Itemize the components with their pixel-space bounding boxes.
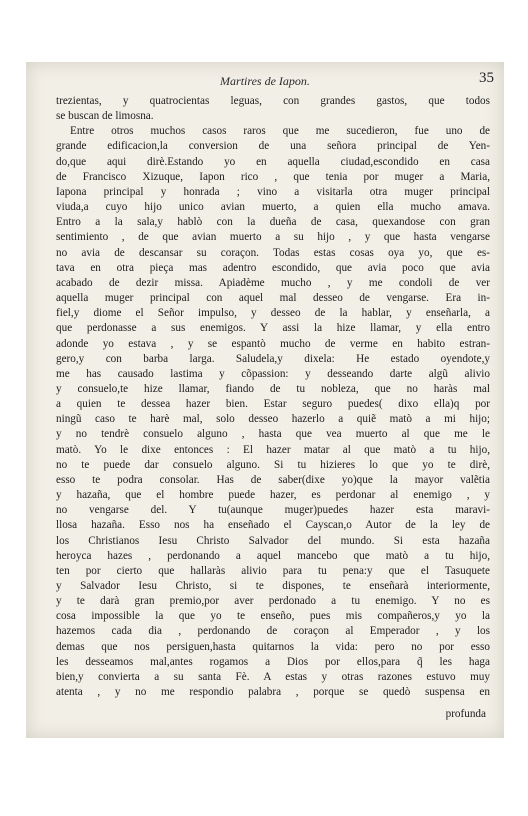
text-line: hazemos cada dia , perdonando de coraçon al Emperador , y los xyxy=(56,625,490,638)
text-line: de Francisco Xizuque, Iapon rico , que tenia por muger a Maria, xyxy=(56,170,490,183)
text-line: ningũ caso te harè mal, solo desseo hazerlo a quiẽ matò a mi hijo; xyxy=(56,413,490,426)
text-line: no te puede dar consuelo alguno. Si tu hizieres lo que yo te dirè, xyxy=(56,458,490,471)
body-text xyxy=(56,94,490,700)
text-line: aquella muger principal con aquel mal desseo de vengarse. Era in- xyxy=(56,292,490,305)
text-line: viuda,a cuyo hijo unico avian muerto, a quien ella mucho amava. xyxy=(56,201,490,214)
text-line: gero,y con barba larga. Saludela,y dixela: He estado oyendote,y xyxy=(56,352,490,365)
text-line: ten por cierto que hallaràs alivio para tu pena:y que el Tasuquete xyxy=(56,564,490,577)
text-line: do,que aqui dirè.Estando yo en aquella ciudad,escondido en casa xyxy=(56,155,490,168)
text-line: y te darà gran premio,por aver perdonado a tu enemigo. Y no es xyxy=(56,595,490,608)
page-number: 35 xyxy=(479,70,494,86)
text-line: a quien te dessea hazer bien. Estar seguro puedes( dixo ella)q por xyxy=(56,398,490,411)
text-line: se buscan de limosna. xyxy=(56,110,154,123)
text-line: fiel,y diome el Señor impulso, y desseo de la hablar, y enseñarla, a xyxy=(56,307,490,320)
text-line: sentimiento , de que avian muerto a su hijo , y que hasta vengarse xyxy=(56,231,490,244)
text-line: bien,y convierta a su santa Fè. A estas y otras razones estuvo muy xyxy=(56,670,490,683)
text-line: matò. Yo le dixe entonces : El hazer matar al que matò a tu hijo, xyxy=(56,443,490,456)
text-line: llosa hazaña. Esso nos ha enseñado el Cayscan,o Autor de la ley de xyxy=(56,519,490,532)
text-line: adonde yo estava , y se espantò mucho de verme en habito estran- xyxy=(56,337,490,350)
text-line: no avia de descansar su coraçon. Todas estas cosas oya yo, que es- xyxy=(56,246,490,259)
text-line: me has causado lastima y cõpassion: y desseando darte algũ alivio xyxy=(56,367,490,380)
catchword: profunda xyxy=(445,708,486,720)
text-line: Entre otros muchos casos raros que me sucedieron, fue uno de xyxy=(70,125,490,138)
text-line: grande edificacion,la conversion de una señora principal de Yen- xyxy=(56,140,490,153)
text-line: tava en otra pieça mas adentro escondido, que avia poco que avia xyxy=(56,261,490,274)
text-line: cosa impossible la que yo te enseño, pues mis compañeros,y yo la xyxy=(56,610,490,623)
text-line: y hazaña, que el hombre puede hazer, es perdonar al enemigo , y xyxy=(56,489,490,502)
text-line: Iapona principal y honrada ; vino a visitarla otra muger principal xyxy=(56,185,490,198)
text-line: Entro a la sala,y hablò con la dueña de casa, quexandose con gran xyxy=(56,216,490,229)
text-line: no vengarse del. Y tu(aunque muger)puedes hazer esta maravi- xyxy=(56,504,490,517)
text-line: atenta , y no me respondio palabra , porque se quedò suspensa en xyxy=(56,686,490,699)
text-line: acabado de dezir missa. Apiadème mucho , y me condoli de ver xyxy=(56,276,490,289)
text-line: y consuelo,te hize llamar, fiando de tu nobleza, que no haràs mal xyxy=(56,382,490,395)
text-line: heroyca hazes , perdonando a aquel mancebo que matò a tu hijo, xyxy=(56,549,490,562)
text-line: trezientas, y quatrocientas leguas, con grandes gastos, que todos xyxy=(56,95,490,107)
text-line: esso te podra consolar. Has de saber(dixe yo)que la mayor valẽtia xyxy=(56,473,490,486)
text-line: demas que nos persiguen,hasta quitarnos la vida: pero no por esso xyxy=(56,640,490,653)
text-line: los Christianos Iesu Christo Salvador del mundo. Si esta hazaña xyxy=(56,534,490,547)
text-line: y Salvador Iesu Christo, si te dispones, te enseñarà interiormente, xyxy=(56,580,490,592)
page-header xyxy=(26,70,504,92)
running-title: Martires de Iapon. xyxy=(220,74,310,88)
text-line: les desseamos mal,antes rogamos a Dios por ellos,para q̃ les haga xyxy=(56,655,490,668)
text-line: y no tendrè consuelo alguno , hasta que vea muerto al que me le xyxy=(56,428,490,441)
text-line: que perdonasse a sus enemigos. Y assi la hize llamar, y ella entro xyxy=(56,322,490,335)
book-page xyxy=(26,62,504,738)
